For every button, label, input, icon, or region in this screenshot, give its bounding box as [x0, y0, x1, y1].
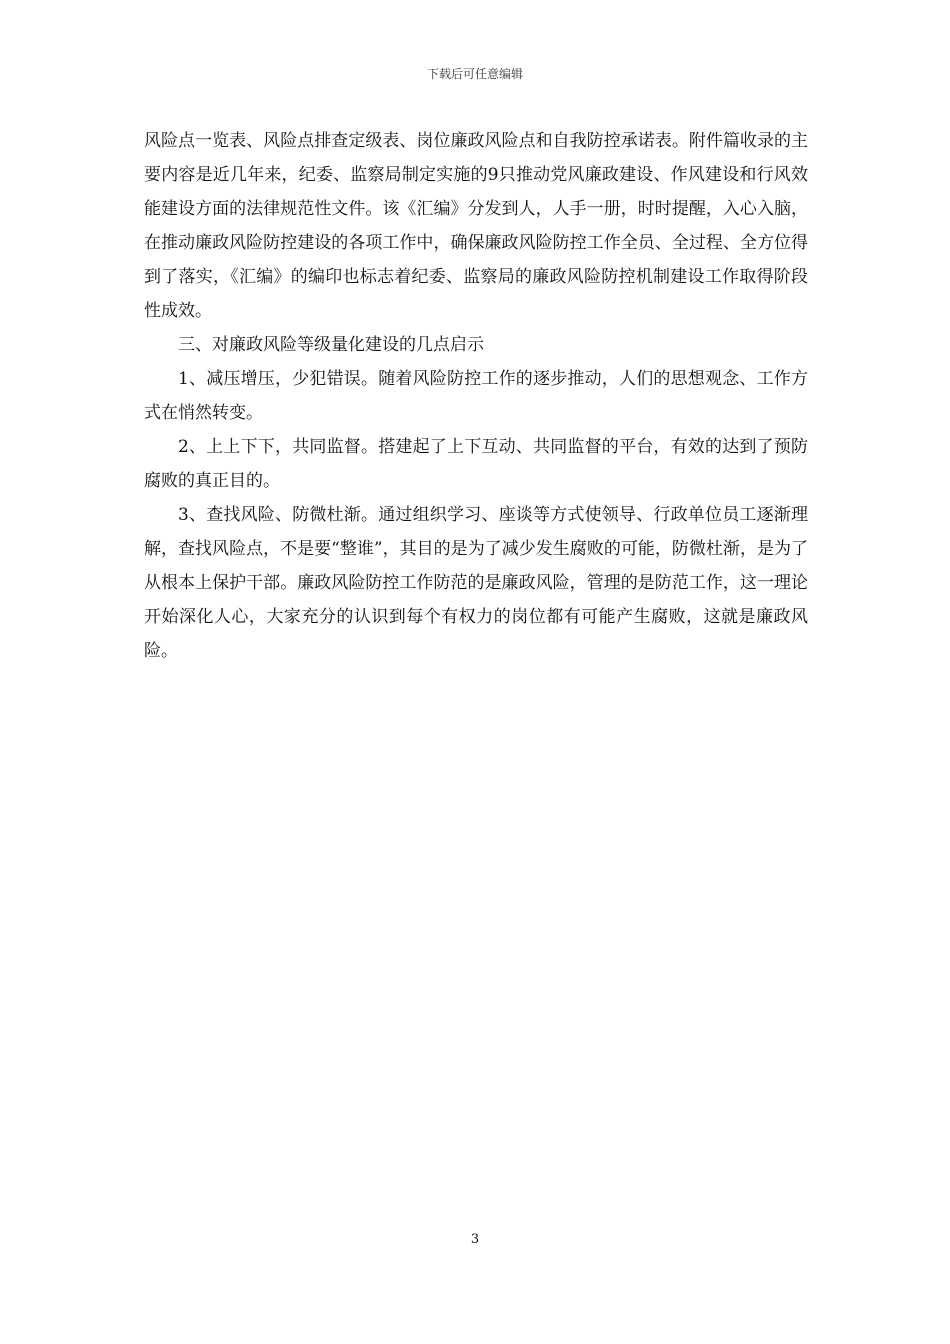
body-paragraph-point-2: 2、上上下下，共同监督。搭建起了上下互动、共同监督的平台，有效的达到了预防腐败的真正目的。	[144, 437, 808, 491]
section-heading: 三、对廉政风险等级量化建设的几点启示	[178, 335, 484, 355]
document-body	[144, 124, 808, 668]
page-header: 下载后可任意编辑	[426, 67, 523, 81]
body-paragraph-point-1: 1、减压增压，少犯错误。随着风险防控工作的逐步推动，人们的思想观念、工作方式在悄然转变。	[144, 369, 808, 423]
body-paragraph-point-3: 3、查找风险、防微杜渐。通过组织学习、座谈等方式使领导、行政单位员工逐渐理解，查找风险点，不是要“整谁”，其目的是为了减少发生腐败的可能，防微杜渐，是为了从根本上保护干部。廉政风险防控工作防范的是廉政风险，管理的是防范工作，这一理论开始深化人心，大家充分的认识到每个有权力的岗位都有可能产生腐败，这就是廉政风险。	[144, 505, 808, 661]
body-paragraph-continued: 风险点一览表、风险点排查定级表、岗位廉政风险点和自我防控承诺表。附件篇收录的主要内容是近几年来，纪委、监察局制定实施的9只推动党风廉政建设、作风建设和行风效能建设方面的法律规范性文件。该《汇编》分发到人，人手一册，时时提醒，入心入脑，在推动廉政风险防控建设的各项工作中，确保廉政风险防控工作全员、全过程、全方位得到了落实，《汇编》的编印也标志着纪委、监察局的廉政风险防控机制建设工作取得阶段性成效。	[144, 131, 808, 321]
page-number: 3	[470, 1232, 480, 1247]
